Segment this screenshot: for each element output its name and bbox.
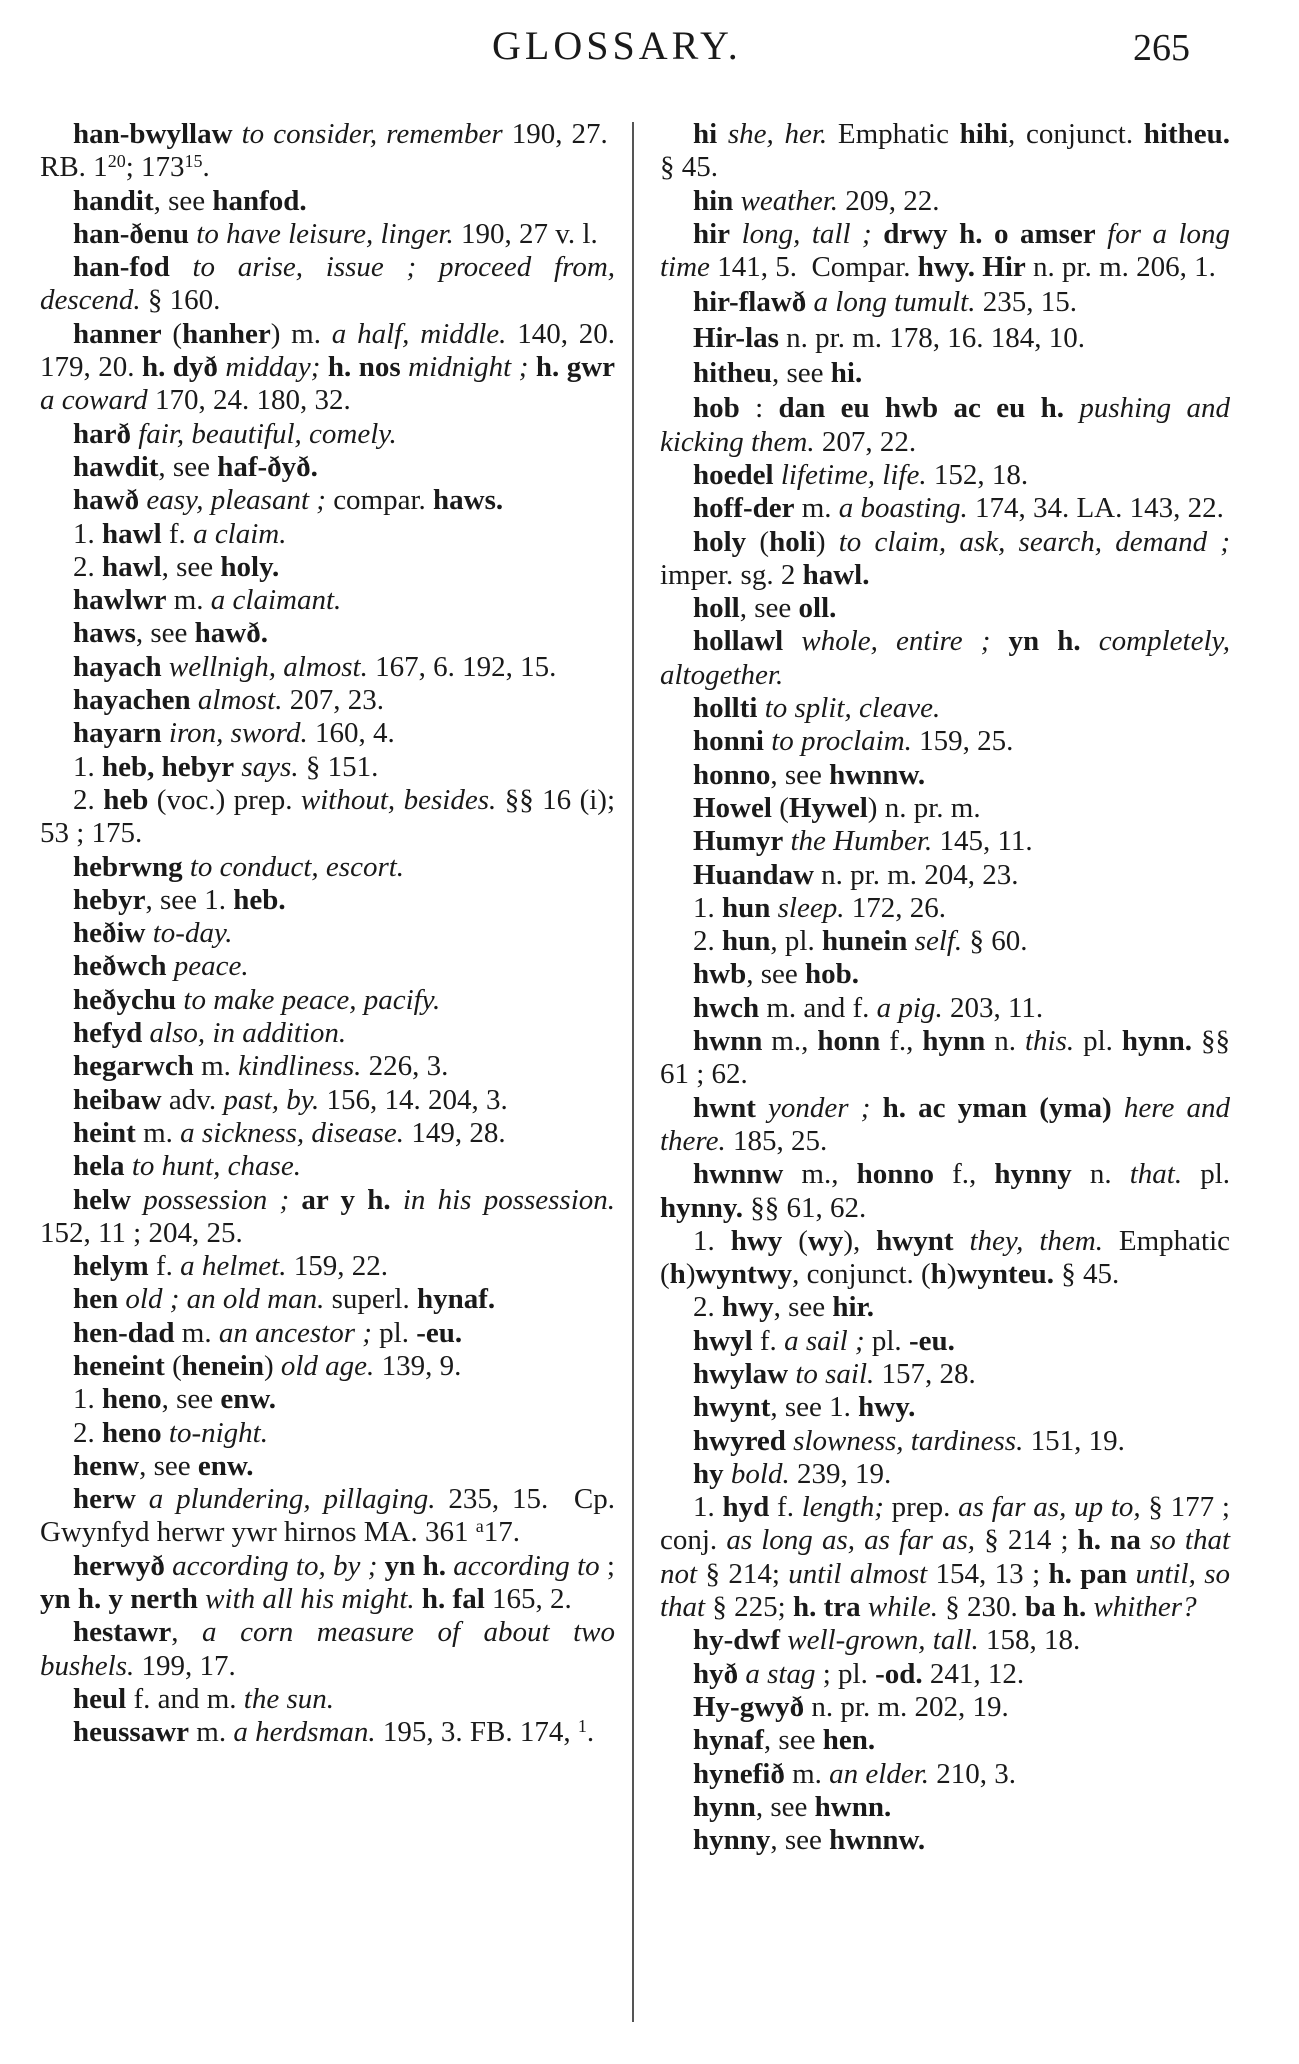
glossary-entry: Humyr the Humber. 145, 11. [693,825,1033,858]
glossary-entry: 1. heb, hebyr says. § 151. [73,750,379,783]
glossary-entry: hwyred slowness, tardiness. 151, 19. [693,1424,1125,1457]
glossary-entry: hollti to split, cleave. [693,692,941,725]
glossary-entry: hoedel lifetime, life. 152, 18. [693,458,1029,491]
glossary-entry: honni to proclaim. 159, 25. [693,725,1014,758]
glossary-entry: hy bold. 239, 19. [693,1457,892,1490]
page-title: GLOSSARY. [492,23,742,68]
glossary-entry: 1. hyd f. length; prep. as far as, up to, § 177 ; conj. as long as, as far as, § 214 ; h. na so that not § 214; until almost 154, 13 ; h. pan until, so that § 225; h. tra while. § 230. ba h. whither? [660,1491,1231,1624]
glossary-entry: hynefið m. an elder. 210, 3. [693,1757,1017,1790]
glossary-entry: heussawr m. a herdsman. 195, 3. FB. 174, $^1$. [73,1716,595,1749]
glossary-entry: hob : dan eu hwb ac eu h. pushing and kicking them. 207, 22. [660,392,1231,458]
glossary-entry: hynn, see hwnn. [693,1790,892,1823]
glossary-entry: han-bwyllaw to consider, remember 190, 27. RB. $1^{20}$; $173^{15}$. [40,118,615,184]
glossary-entry: holl, see oll. [693,592,837,625]
glossary-entry: heðiw to-day. [73,917,233,950]
glossary-entry: hitheu, see hi. [693,357,863,390]
glossary-right-column [660,118,1230,1857]
glossary-entry: hy-dwf well-grown, tall. 158, 18. [693,1624,1081,1657]
glossary-entry: hestawr, a corn measure of about two bushels. 199, 17. [40,1616,616,1682]
glossary-entry: hin weather. 209, 22. [693,184,940,217]
glossary-entry: hyð a stag ; pl. -od. 241, 12. [693,1657,1025,1690]
glossary-left-column [40,118,615,1750]
glossary-entry: 1. hwy (wy), hwynt they, them. Emphatic (h)wyntwy, conjunct. (h)wynteu. § 45. [660,1224,1231,1291]
glossary-entry: holy (holi) to claim, ask, search, demand ; imper. sg. 2 hawl. [660,525,1230,591]
glossary-entry: heibaw adv. past, by. 156, 14. 204, 3. [73,1083,508,1116]
glossary-entry: han-fod to arise, issue ; proceed from, descend. § 160. [40,251,616,317]
glossary-entry: hynaf, see hen. [693,1724,876,1757]
glossary-entry: hayarn iron, sword. 160, 4. [73,717,395,750]
glossary-entry: hwnn m., honn f., hynn n. this. pl. hynn. §§ 61 ; 62. [660,1025,1231,1091]
glossary-entry: herw a plundering, pillaging. 235, 15. Cp. Gwynfyd herwr ywr hirnos MA. 361 $^a$17. [40,1483,616,1549]
glossary-entry: hawð easy, pleasant ; compar. haws. [73,484,504,517]
glossary-entry: Huandaw n. pr. m. 204, 23. [693,858,1019,891]
glossary-entry: hayachen almost. 207, 23. [73,684,384,717]
page-header [0,22,1299,82]
glossary-entry: hollawl whole, entire ; yn h. completely, altogether. [660,625,1231,691]
glossary-entry: hi she, her. Emphatic hihi, conjunct. hitheu. § 45. [660,118,1231,184]
glossary-entry: Howel (Hywel) n. pr. m. [693,791,981,824]
glossary-entry: han-ðenu to have leisure, linger. 190, 27 v. l. [73,217,598,250]
glossary-entry: hen old ; an old man. superl. hynaf. [73,1283,496,1316]
glossary-entry: Hy-gwyð n. pr. m. 202, 19. [693,1690,1009,1723]
glossary-entry: herwyð according to, by ; yn h. according to ; yn h. y nerth with all his might. h. fal 165, 2. [40,1549,615,1616]
glossary-entry: hir-flawð a long tumult. 235, 15. [693,286,1077,319]
glossary-entry: hwch m. and f. a pig. 203, 11. [693,991,1044,1024]
glossary-entry: heðychu to make peace, pacify. [73,983,441,1016]
glossary-entry: handit, see hanfod. [73,184,307,217]
glossary-entry: hir long, tall ; drwy h. o amser for a long time 141, 5. Compar. hwy. Hir n. pr. m. 206, 1. [660,217,1231,284]
glossary-entry: harð fair, beautiful, comely. [73,417,397,450]
glossary-entry: hegarwch m. kindliness. 226, 3. [73,1050,449,1083]
glossary-entry: hwnt yonder ; h. ac yman (yma) here and there. 185, 25. [660,1091,1231,1157]
glossary-entry: 2. heb (voc.) prep. without, besides. §§ 16 (i); 53 ; 175. [40,783,616,850]
glossary-entry: hawdit, see haf-ðyð. [73,450,318,483]
glossary-entry: helym f. a helmet. 159, 22. [73,1250,388,1283]
glossary-entry: 2. hun, pl. hunein self. § 60. [693,925,1028,958]
glossary-entry: haws, see hawð. [73,617,268,650]
glossary-entry: honno, see hwnnw. [693,758,926,791]
glossary-entry: heul f. and m. the sun. [73,1682,334,1715]
glossary-entry: 1. hun sleep. 172, 26. [693,891,946,924]
glossary-entry: hwynt, see 1. hwy. [693,1391,916,1424]
glossary-entry: hwylaw to sail. 157, 28. [693,1357,976,1390]
glossary-entry: henw, see enw. [73,1449,254,1482]
glossary-entry: heneint (henein) old age. 139, 9. [73,1349,462,1382]
glossary-entry: hwyl f. a sail ; pl. -eu. [693,1324,955,1357]
glossary-entry: hwb, see hob. [693,958,859,991]
glossary-entry: hebyr, see 1. heb. [73,883,286,916]
glossary-entry: hynny, see hwnnw. [693,1824,926,1857]
glossary-entry: hwnnw m., honno f., hynny n. that. pl. hynny. §§ 61, 62. [660,1158,1230,1224]
glossary-entry: hayach wellnigh, almost. 167, 6. 192, 15. [73,650,557,683]
glossary-entry: hebrwng to conduct, escort. [73,850,405,883]
glossary-entry: hanner (hanher) m. a half, middle. 140, 20. 179, 20. h. dyð midday; h. nos midnight ; h. gwr a coward 170, 24. 180, 32. [40,317,616,417]
glossary-entry: 2. hwy, see hir. [693,1291,875,1324]
glossary-entry: helw possession ; ar y h. in his possession. 152, 11 ; 204, 25. [40,1183,616,1249]
glossary-entry: 2. hawl, see holy. [73,550,280,583]
glossary-entry: 1. heno, see enw. [73,1383,277,1416]
glossary-entry: hoff-der m. a boasting. 174, 34. LA. 143, 22. [693,492,1224,525]
glossary-entry: heðwch peace. [73,950,249,983]
page-number: 265 [1133,27,1190,69]
glossary-entry: Hir-las n. pr. m. 178, 16. 184, 10. [693,321,1086,354]
glossary-entry: 2. heno to-night. [73,1416,268,1449]
glossary-entry: hen-dad m. an ancestor ; pl. -eu. [73,1316,463,1349]
glossary-entry: hela to hunt, chase. [73,1150,301,1183]
glossary-entry: hefyd also, in addition. [73,1017,347,1050]
glossary-entry: heint m. a sickness, disease. 149, 28. [73,1116,506,1149]
column-divider [632,122,634,2022]
glossary-entry: hawlwr m. a claimant. [73,584,342,617]
glossary-entry: 1. hawl f. a claim. [73,517,287,550]
